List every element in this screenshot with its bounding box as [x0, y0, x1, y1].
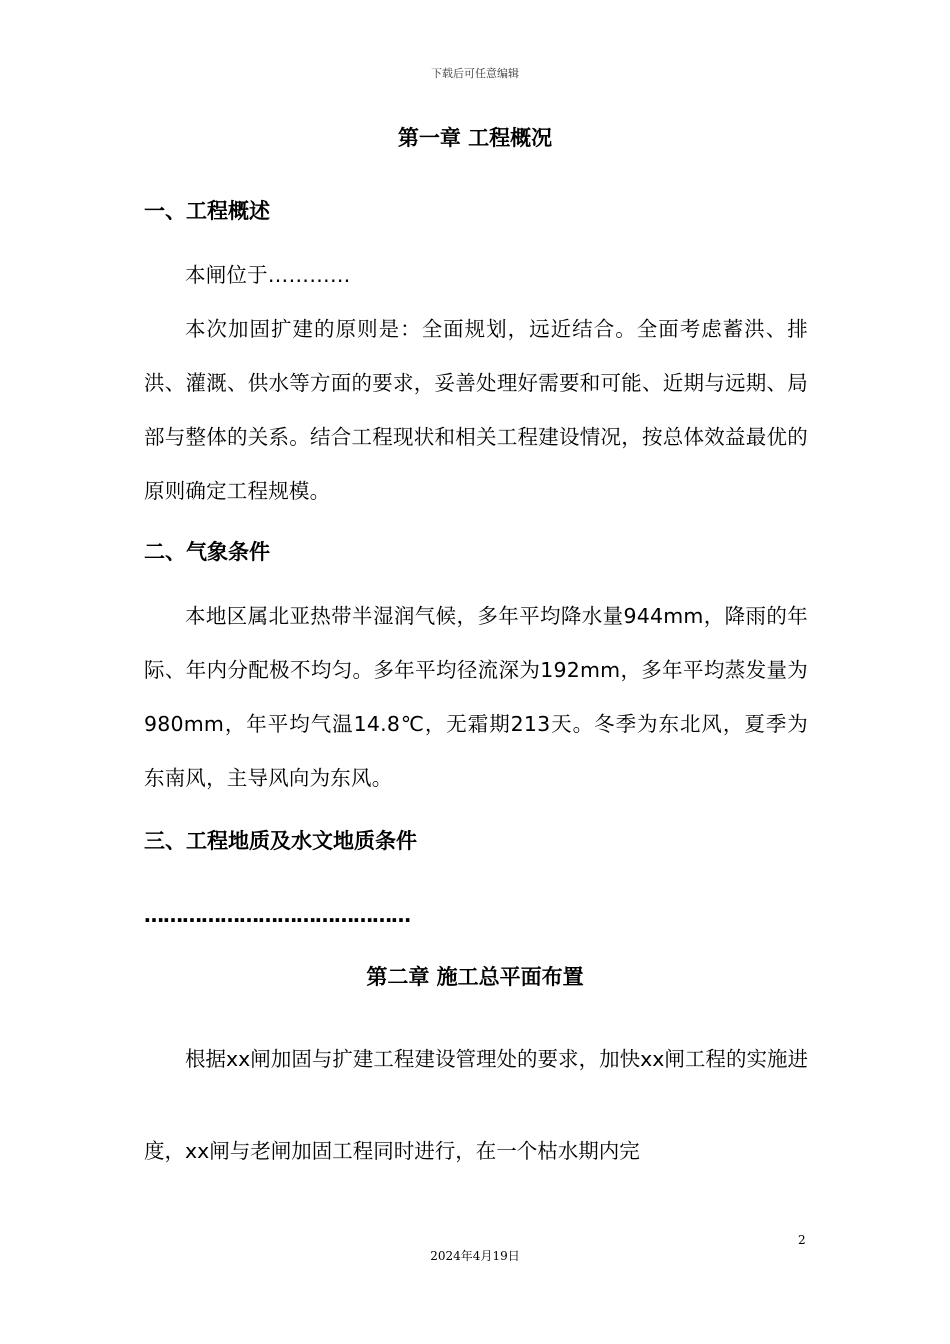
section-3-ellipsis: ……………………………………: [144, 903, 410, 927]
header-note: 下载后可任意编辑: [431, 67, 519, 80]
chapter-2-paragraph-1: 根据xx闸加固与扩建工程建设管理处的要求，加快xx闸工程的实施进度，xx闸与老闸加固工程同时进行，在一个枯水期内完: [144, 1047, 808, 1163]
section-1-paragraph-1: 本闸位于…………: [185, 263, 351, 287]
chapter-2-title: 第二章 施工总平面布置: [366, 965, 584, 989]
chapter-1-title: 第一章 工程概况: [397, 126, 553, 150]
section-2-heading: 二、气象条件: [144, 540, 270, 564]
section-1-paragraph-2: 本次加固扩建的原则是：全面规划，远近结合。全面考虑蓄洪、排洪、灌溉、供水等方面的要求，妥善处理好需要和可能、近期与远期、局部与整体的关系。结合工程现状和相关工程建设情况，按总体效益最优的原则确定工程规模。: [144, 317, 808, 503]
footer-date: 2024年4月19日: [430, 1249, 520, 1263]
section-1-heading: 一、工程概述: [144, 199, 270, 223]
section-2-paragraph-1: 本地区属北亚热带半湿润气候，多年平均降水量944mm，降雨的年际、年内分配极不均匀。多年平均径流深为192mm，多年平均蒸发量为980mm，年平均气温14.8℃，无霜期213天。冬季为东北风，夏季为东南风，主导风向为东风。: [144, 604, 808, 790]
section-3-heading: 三、工程地质及水文地质条件: [144, 829, 417, 853]
page-number: 2: [798, 1233, 806, 1247]
